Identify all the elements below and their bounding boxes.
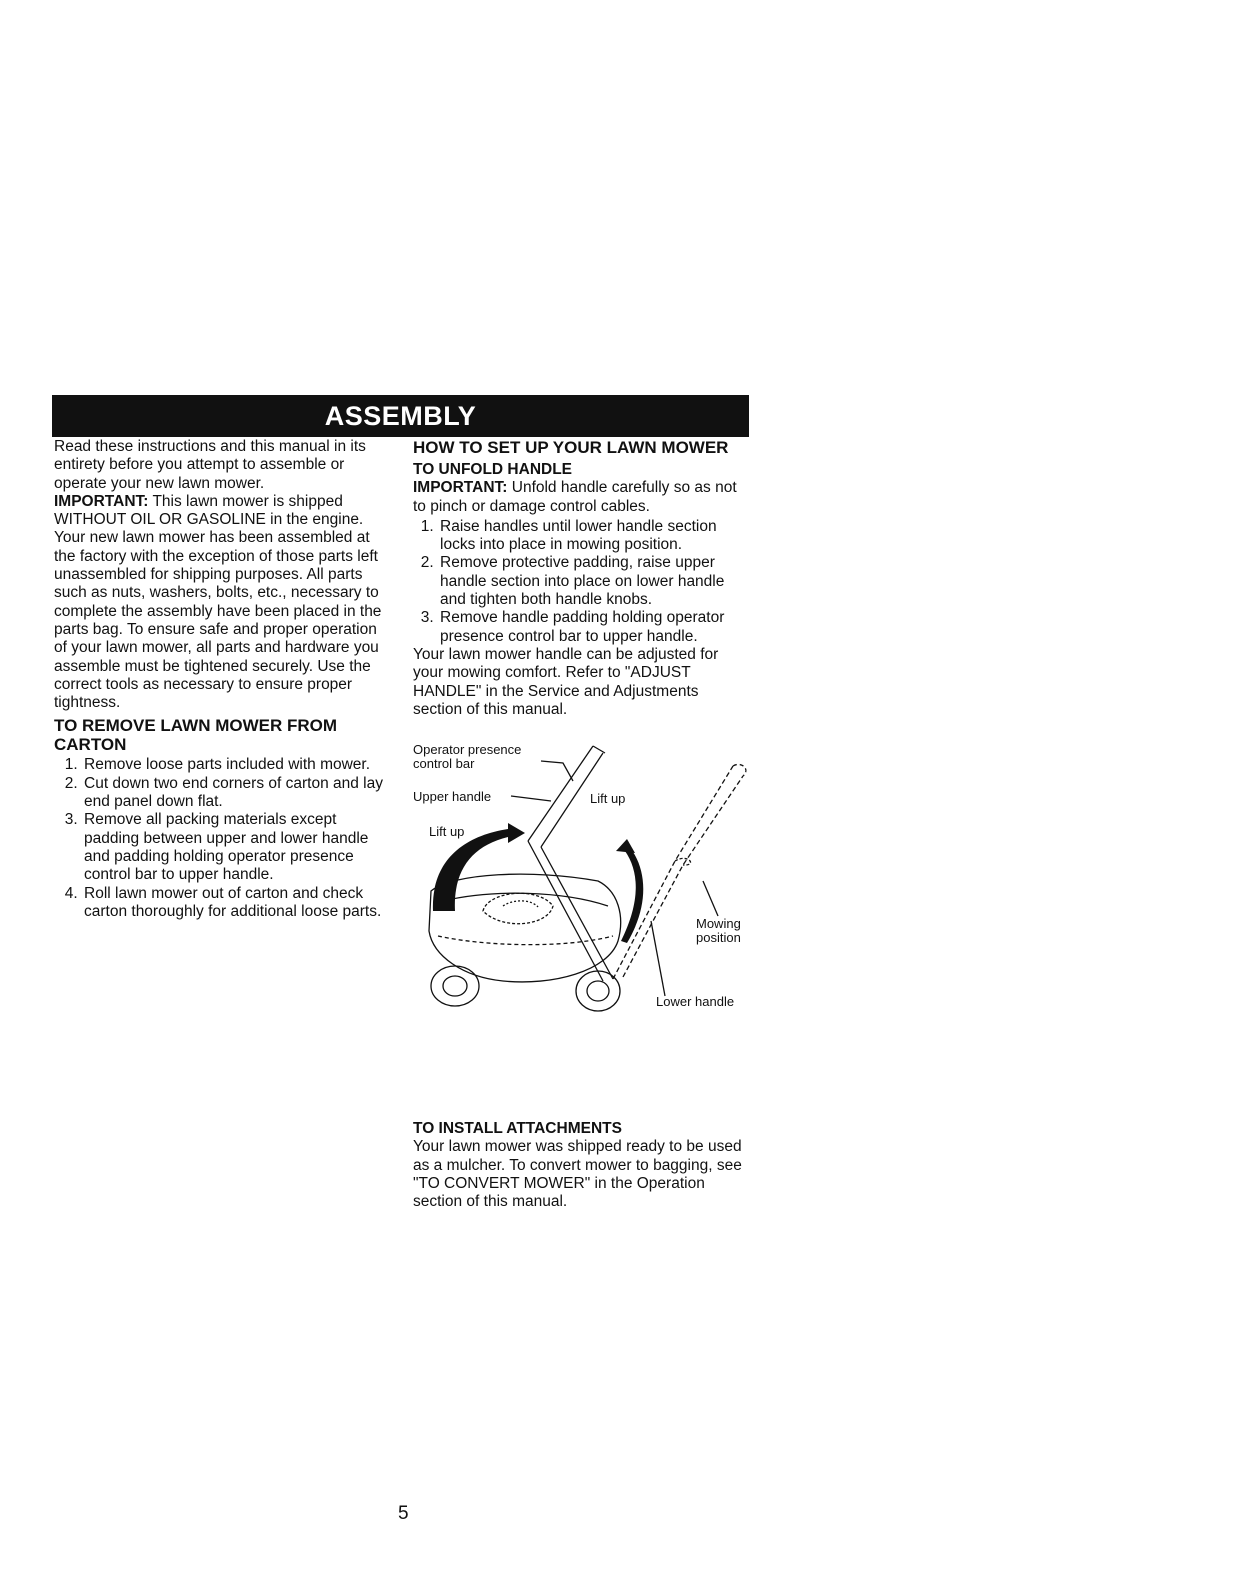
left-column [54, 438, 386, 921]
list-item: 1. Raise handles until lower handle section locks into place in mowing position. [438, 518, 751, 555]
right-column [413, 438, 751, 1016]
lower-handle-label: Lower handle [656, 994, 735, 1010]
unfold-important-paragraph [413, 479, 751, 516]
list-item: 3. Remove handle padding holding operator presence control bar to upper handle. [438, 609, 751, 646]
install-heading: TO INSTALL ATTACHMENTS [413, 1120, 622, 1137]
important-paragraph [54, 493, 386, 530]
list-item: 2. Remove protective padding, raise upper handle section into place on lower handle and tighten both handle knobs. [438, 554, 751, 609]
factory-paragraph: Your new lawn mower has been assembled at the factory with the exception of those parts left unassembled for shipping purposes. All parts such as nuts, washers, bolts, etc., necessary to complete the assembly have been placed in the parts bag. To ensure safe and proper operation of your lawn mower, all parts and hardware you assemble must be tightened securely. Use the correct tools as necessary to ensure proper tightness. [54, 529, 382, 712]
remove-heading: TO REMOVE LAWN MOWER FROM CARTON [54, 716, 338, 755]
handle-figure [413, 741, 758, 1016]
page-number: 5 [398, 1503, 409, 1524]
list-item: 4. Roll lawn mower out of carton and check carton thoroughly for additional loose parts. [82, 885, 386, 922]
install-paragraph: Your lawn mower was shipped ready to be used as a mulcher. To convert mower to bagging, see "TO CONVERT MOWER" in the Operation section of this manual. [413, 1138, 742, 1211]
list-item: 2. Cut down two end corners of carton and lay end panel down flat. [82, 775, 386, 812]
operator-presence-label: Operator presence control bar [413, 742, 522, 772]
important-text: This lawn mower is shipped WITHOUT OIL OR GASOLINE in the engine. [54, 492, 364, 529]
important-label: IMPORTANT: [413, 479, 508, 497]
list-item: 3. Remove all packing materials except padding between upper and lower handle and padding holding operator presence control bar to upper handle. [82, 811, 386, 884]
lift-up-left-label: Lift up [429, 824, 465, 840]
remove-steps-list [54, 756, 386, 921]
section-banner: ASSEMBLY [52, 395, 749, 437]
unfold-heading: TO UNFOLD HANDLE [413, 461, 573, 478]
install-section [413, 1120, 758, 1211]
upper-handle-label: Upper handle [413, 789, 492, 805]
important-label: IMPORTANT: [54, 492, 149, 510]
list-item: 1. Remove loose parts included with mower. [82, 756, 386, 774]
mowing-position-label: Mowing position [696, 916, 741, 946]
intro-paragraph: Read these instructions and this manual in its entirety before you attempt to assemble or operate your new lawn mower. [54, 438, 366, 492]
important-text: Unfold handle carefully so as not to pinch or damage control cables. [413, 479, 737, 515]
lift-up-right-label: Lift up [590, 791, 626, 807]
setup-heading: HOW TO SET UP YOUR LAWN MOWER [413, 438, 729, 457]
adjust-paragraph: Your lawn mower handle can be adjusted for your mowing comfort. Refer to "ADJUST HANDLE" in the Service and Adjustments section of this manual. [413, 645, 719, 718]
mower-illustration [413, 741, 758, 1016]
unfold-steps-list [413, 518, 751, 646]
